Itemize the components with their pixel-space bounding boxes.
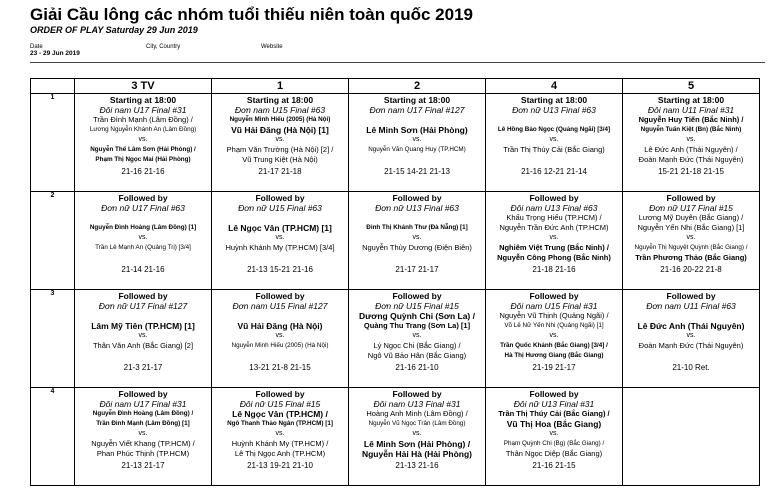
team1-player: Hoàng Anh Minh (Lâm Đồng) / bbox=[366, 409, 468, 418]
team1-player bbox=[212, 213, 348, 223]
match-cell bbox=[75, 192, 212, 290]
match-score: 21-16 21-16 bbox=[121, 167, 165, 176]
team2-player: Trần Phương Thảo (Bắc Giang) bbox=[635, 253, 747, 262]
match-score: 21-16 20-22 21-8 bbox=[660, 265, 722, 274]
team1-player: Ngô Thanh Thảo Ngân (TP.HCM) [1] bbox=[227, 420, 333, 427]
team1-player: Vũ Hải Đăng (Hà Nội) bbox=[237, 321, 323, 331]
team1-player: Vũ Thị Hoa (Bắc Giang) bbox=[506, 419, 602, 429]
match-info bbox=[75, 388, 211, 471]
team2-player: Phạm Thị Ngọc Mai (Hải Phòng) bbox=[95, 156, 191, 163]
court-header: 3 TV bbox=[75, 79, 212, 94]
match-score: 21-16 21-10 bbox=[395, 363, 439, 372]
event-label: Đôi nam U13 Final #63 bbox=[510, 203, 598, 213]
match-score: 21-16 21-15 bbox=[532, 461, 576, 470]
versus-label: vs. bbox=[412, 136, 422, 143]
match-cell bbox=[623, 388, 760, 486]
schedule-row bbox=[31, 94, 760, 192]
schedule-row bbox=[31, 290, 760, 388]
team1-player bbox=[75, 311, 211, 321]
schedule-grid bbox=[30, 78, 760, 486]
match-cell bbox=[349, 192, 486, 290]
match-info bbox=[349, 192, 485, 275]
match-info bbox=[75, 290, 211, 373]
versus-label: vs. bbox=[138, 136, 148, 143]
corner-cell bbox=[31, 79, 75, 94]
team2-player: Thân Ngọc Diệp (Bắc Giang) bbox=[505, 449, 603, 458]
match-score: 13-21 21-8 21-15 bbox=[249, 363, 311, 372]
match-info bbox=[75, 94, 211, 177]
team1-player: Lê Minh Sơn (Hải Phòng) bbox=[366, 125, 468, 135]
team1-player: Trần Đình Mạnh (Lâm Đồng) / bbox=[93, 115, 193, 124]
match-info bbox=[623, 290, 759, 373]
team1-player: Nguyễn Yến Nhi (Bắc Giang) [1] bbox=[637, 223, 745, 232]
schedule-row bbox=[31, 192, 760, 290]
event-label: Đôi nữ U15 Final #15 bbox=[239, 399, 321, 409]
match-start-label: Followed by bbox=[255, 389, 305, 399]
team2-player: Ngô Vũ Bảo Hân (Bắc Giang) bbox=[367, 351, 467, 360]
website-block bbox=[261, 44, 283, 50]
team1-player bbox=[486, 115, 622, 125]
event-label: Đơn nữ U15 Final #63 bbox=[238, 203, 322, 213]
event-label: Đơn nam U17 Final #127 bbox=[369, 105, 465, 115]
match-info bbox=[486, 388, 622, 471]
versus-label: vs. bbox=[549, 136, 559, 143]
event-label: Đơn nữ U17 Final #63 bbox=[101, 203, 185, 213]
team1-player: Lương Mỹ Duyên (Bắc Giang) / bbox=[638, 213, 744, 222]
team2-player bbox=[212, 253, 348, 263]
match-start-label: Followed by bbox=[529, 291, 579, 301]
match-start-label: Followed by bbox=[118, 389, 168, 399]
match-start-label: Followed by bbox=[392, 193, 442, 203]
date-label: Date bbox=[30, 44, 43, 50]
versus-label: vs. bbox=[412, 332, 422, 339]
versus-label: vs. bbox=[138, 234, 148, 241]
match-start-label: Starting at 18:00 bbox=[657, 95, 725, 105]
team1-player bbox=[349, 213, 485, 223]
court-header: 1 bbox=[212, 79, 349, 94]
court-header: 2 bbox=[349, 79, 486, 94]
versus-label: vs. bbox=[549, 332, 559, 339]
team1-player: Trần Thị Thúy Cải (Bắc Giang) / bbox=[498, 409, 610, 418]
team2-player: Nguyễn Văn Quang Huy (TP.HCM) bbox=[368, 146, 466, 153]
versus-label: vs. bbox=[275, 430, 285, 437]
event-label: Đôi nam U11 Final #31 bbox=[647, 105, 735, 115]
match-start-label: Followed by bbox=[255, 193, 305, 203]
match-score: 21-13 15-21 21-16 bbox=[247, 265, 313, 274]
event-label: Đơn nữ U15 Final #15 bbox=[375, 301, 459, 311]
team2-player: Lê Minh Sơn (Hải Phòng) / bbox=[363, 439, 471, 449]
team1-player: Nguyễn Tuấn Kiệt (Bn) (Bắc Ninh) bbox=[640, 126, 742, 133]
team2-player bbox=[75, 253, 211, 263]
team1-player: Nguyễn Đình Hoàng (Lâm Đồng) / bbox=[92, 410, 194, 417]
match-start-label: Starting at 18:00 bbox=[520, 95, 588, 105]
match-start-label: Followed by bbox=[118, 193, 168, 203]
team2-player bbox=[623, 351, 759, 361]
versus-label: vs. bbox=[412, 430, 422, 437]
team2-player: Lê Thị Ngọc Anh (TP.HCM) bbox=[234, 449, 326, 458]
team1-player: Võ Lê Nữ Yến Nhi (Quảng Ngãi) [1] bbox=[504, 322, 604, 329]
match-score: 21-10 Ret. bbox=[672, 363, 710, 372]
match-cell bbox=[349, 94, 486, 192]
versus-label: vs. bbox=[686, 234, 696, 241]
match-info bbox=[349, 290, 485, 373]
versus-label: vs. bbox=[275, 332, 285, 339]
versus-label: vs. bbox=[549, 430, 559, 437]
match-cell bbox=[212, 192, 349, 290]
match-cell bbox=[75, 388, 212, 486]
event-label: Đơn nữ U17 Final #15 bbox=[649, 203, 733, 213]
match-start-label: Starting at 18:00 bbox=[383, 95, 451, 105]
team2-player: Nguyễn Thế Lâm Sơn (Hải Phòng) / bbox=[90, 146, 196, 153]
team2-player: Nguyễn Hải Hà (Hải Phòng) bbox=[361, 449, 473, 459]
match-cell bbox=[486, 192, 623, 290]
match-score: 21-13 19-21 21-10 bbox=[247, 461, 313, 470]
team1-player: Trần Đình Mạnh (Lâm Đồng) [1] bbox=[96, 420, 190, 427]
row-number: 2 bbox=[31, 192, 75, 290]
header-divider bbox=[30, 62, 765, 63]
row-number: 4 bbox=[31, 388, 75, 486]
team2-player bbox=[486, 155, 622, 165]
website-label: Website bbox=[261, 44, 283, 50]
event-label: Đôi nam U17 Final #31 bbox=[99, 105, 187, 115]
team2-player: Phạm Văn Trường (Hà Nội) [2] / bbox=[226, 145, 334, 154]
match-cell bbox=[212, 94, 349, 192]
team2-player: Nghiêm Việt Trung (Bắc Ninh) / bbox=[499, 243, 609, 252]
team1-player: Lê Ngọc Vân (TP.HCM) / bbox=[232, 409, 328, 419]
event-label: Đơn nữ U17 Final #127 bbox=[98, 301, 188, 311]
match-start-label: Followed by bbox=[118, 291, 168, 301]
team2-player: Thân Văn Anh (Bắc Giang) [2] bbox=[92, 341, 194, 350]
event-label: Đơn nam U15 Final #63 bbox=[234, 105, 326, 115]
team1-player: Vũ Hải Đăng (Hà Nội) [1] bbox=[231, 125, 329, 135]
versus-label: vs. bbox=[275, 136, 285, 143]
match-cell bbox=[75, 290, 212, 388]
team2-player: Nguyễn Công Phong (Bắc Ninh) bbox=[497, 253, 611, 262]
match-cell bbox=[212, 290, 349, 388]
team2-player: Phạm Quỳnh Chi (Bg) (Bắc Giang) / bbox=[503, 440, 605, 447]
versus-label: vs. bbox=[138, 430, 148, 437]
versus-label: vs. bbox=[138, 332, 148, 339]
match-start-label: Starting at 18:00 bbox=[109, 95, 177, 105]
match-cell bbox=[75, 94, 212, 192]
page-subtitle: ORDER OF PLAY Saturday 29 Jun 2019 bbox=[30, 25, 198, 35]
event-label: Đôi nữ U13 Final #31 bbox=[513, 399, 595, 409]
match-start-label: Followed by bbox=[392, 291, 442, 301]
match-cell bbox=[623, 192, 760, 290]
team1-player: Lê Hồng Bảo Ngọc (Quảng Ngãi) [3/4] bbox=[497, 126, 611, 133]
event-label: Đơn nam U11 Final #63 bbox=[646, 301, 736, 311]
team2-player: Nguyễn Minh Hiếu (2005) (Hà Nội) bbox=[231, 342, 329, 349]
page-title: Giải Cầu lông các nhóm tuổi thiếu niên toàn quốc 2019 bbox=[30, 5, 473, 24]
match-score: 15-21 21-18 21-15 bbox=[658, 167, 724, 176]
team1-player: Lâm Mỹ Tiên (TP.HCM) [1] bbox=[91, 321, 195, 331]
court-header: 5 bbox=[623, 79, 760, 94]
team2-player: Lý Ngọc Chi (Bắc Giang) / bbox=[373, 341, 461, 350]
team2-player: Nguyễn Thị Nguyệt Quỳnh (Bắc Giang) / bbox=[634, 244, 748, 251]
match-info bbox=[212, 192, 348, 275]
team2-player bbox=[212, 351, 348, 361]
team1-player: Nguyễn Đình Hoàng (Lâm Đồng) [1] bbox=[89, 224, 197, 231]
team1-player: Quàng Thu Trang (Sơn La) [1] bbox=[363, 321, 471, 330]
versus-label: vs. bbox=[549, 234, 559, 241]
match-start-label: Followed by bbox=[529, 193, 579, 203]
team2-player: Trần Quốc Khánh (Bắc Giang) [3/4] / bbox=[500, 342, 608, 349]
versus-label: vs. bbox=[686, 332, 696, 339]
team1-player: Đinh Thị Khánh Thư (Đà Nẵng) [1] bbox=[366, 224, 468, 231]
event-label: Đôi nam U15 Final #31 bbox=[510, 301, 598, 311]
event-label: Đôi nam U17 Final #31 bbox=[99, 399, 187, 409]
team1-player: Nguyễn Minh Hiếu (2005) (Hà Nội) bbox=[229, 116, 331, 123]
match-info bbox=[623, 94, 759, 177]
team2-player: Vũ Trung Kiệt (Hà Nội) bbox=[242, 155, 318, 164]
match-score: 21-17 21-17 bbox=[395, 265, 439, 274]
match-cell bbox=[486, 388, 623, 486]
city-block bbox=[146, 44, 180, 50]
match-start-label: Followed by bbox=[392, 389, 442, 399]
team1-player bbox=[349, 115, 485, 125]
match-info bbox=[349, 94, 485, 177]
match-info bbox=[75, 192, 211, 275]
team2-player: Đoàn Mạnh Đức (Thái Nguyên) bbox=[638, 341, 744, 350]
city-label: City, Country bbox=[146, 44, 181, 50]
versus-label: vs. bbox=[412, 234, 422, 241]
match-info bbox=[212, 94, 348, 177]
date-block bbox=[30, 44, 80, 57]
court-header-row bbox=[31, 79, 760, 94]
match-cell bbox=[486, 94, 623, 192]
team1-player: Nguyễn Vũ Ngọc Trân (Lâm Đồng) bbox=[368, 420, 466, 427]
team2-player bbox=[75, 351, 211, 361]
event-label: Đôi nam U13 Final #31 bbox=[373, 399, 461, 409]
team2-player: Nguyễn Thùy Dương (Điện Biên) bbox=[362, 243, 472, 252]
event-label: Đơn nữ U13 Final #63 bbox=[512, 105, 596, 115]
court-header: 4 bbox=[486, 79, 623, 94]
team2-player: Lê Đức Anh (Thái Nguyên) / bbox=[644, 145, 738, 154]
match-start-label: Followed by bbox=[255, 291, 305, 301]
team1-player: Nguyễn Huy Tiến (Bắc Ninh) / bbox=[638, 115, 744, 124]
match-start-label: Followed by bbox=[666, 193, 716, 203]
versus-label: vs. bbox=[686, 136, 696, 143]
match-cell bbox=[349, 290, 486, 388]
match-info bbox=[212, 388, 348, 471]
team1-player: Lê Ngọc Vân (TP.HCM) [1] bbox=[228, 223, 332, 233]
event-label: Đơn nam U15 Final #127 bbox=[232, 301, 328, 311]
match-cell bbox=[349, 388, 486, 486]
match-info bbox=[486, 192, 622, 275]
match-score: 21-15 14-21 21-13 bbox=[384, 167, 450, 176]
team1-player: Lương Nguyễn Khánh An (Lâm Đồng) bbox=[89, 126, 197, 133]
match-cell bbox=[486, 290, 623, 388]
team2-player: Trần Thị Thúy Cải (Bắc Giang) bbox=[503, 145, 605, 154]
team1-player: Lê Đức Anh (Thái Nguyên) bbox=[637, 321, 745, 331]
match-start-label: Starting at 18:00 bbox=[246, 95, 314, 105]
team1-player bbox=[75, 213, 211, 223]
team2-player: Trần Lê Mạnh An (Quảng Trị) [3/4] bbox=[95, 244, 191, 251]
team1-player bbox=[623, 311, 759, 321]
versus-label: vs. bbox=[275, 234, 285, 241]
team1-player: Dương Quỳnh Chi (Sơn La) / bbox=[359, 311, 475, 321]
row-number: 1 bbox=[31, 94, 75, 192]
event-label: Đơn nữ U13 Final #63 bbox=[375, 203, 459, 213]
match-score: 21-13 21-16 bbox=[395, 461, 439, 470]
team2-player bbox=[349, 155, 485, 165]
team2-player bbox=[349, 253, 485, 263]
team1-player: Nguyễn Vũ Thịnh (Quảng Ngãi) / bbox=[499, 311, 609, 320]
match-info bbox=[486, 290, 622, 373]
match-cell bbox=[623, 290, 760, 388]
match-start-label: Followed by bbox=[529, 389, 579, 399]
match-score: 21-18 21-16 bbox=[532, 265, 576, 274]
team2-player: Huỳnh Khánh My (TP.HCM) [3/4] bbox=[225, 243, 335, 252]
team1-player bbox=[212, 311, 348, 321]
match-score: 21-16 12-21 21-14 bbox=[521, 167, 587, 176]
team2-player: Hà Thị Hương Giang (Bắc Giang) bbox=[504, 352, 604, 359]
match-cell bbox=[623, 94, 760, 192]
match-score: 21-19 21-17 bbox=[532, 363, 576, 372]
date-value: 23 - 29 Jun 2019 bbox=[30, 50, 80, 57]
team1-player: Khấu Trọng Hiếu (TP.HCM) / bbox=[506, 213, 602, 222]
match-start-label: Followed by bbox=[666, 291, 716, 301]
team2-player: Đoàn Mạnh Đức (Thái Nguyên) bbox=[638, 155, 744, 164]
row-number: 3 bbox=[31, 290, 75, 388]
team2-player: Phan Phúc Thịnh (TP.HCM) bbox=[96, 449, 190, 458]
team2-player: Nguyễn Viết Khang (TP.HCM) / bbox=[91, 439, 195, 448]
match-score: 21-14 21-16 bbox=[121, 265, 165, 274]
match-score: 21-17 21-18 bbox=[258, 167, 302, 176]
match-info bbox=[212, 290, 348, 373]
match-info bbox=[349, 388, 485, 471]
match-score: 21-3 21-17 bbox=[123, 363, 163, 372]
match-cell bbox=[212, 388, 349, 486]
match-info bbox=[486, 94, 622, 177]
schedule-row bbox=[31, 388, 760, 486]
team2-player: Huỳnh Khánh My (TP.HCM) / bbox=[231, 439, 329, 448]
match-info bbox=[623, 192, 759, 275]
match-score: 21-13 21-17 bbox=[121, 461, 165, 470]
team1-player: Nguyễn Trần Đức Anh (TP.HCM) bbox=[499, 223, 609, 232]
